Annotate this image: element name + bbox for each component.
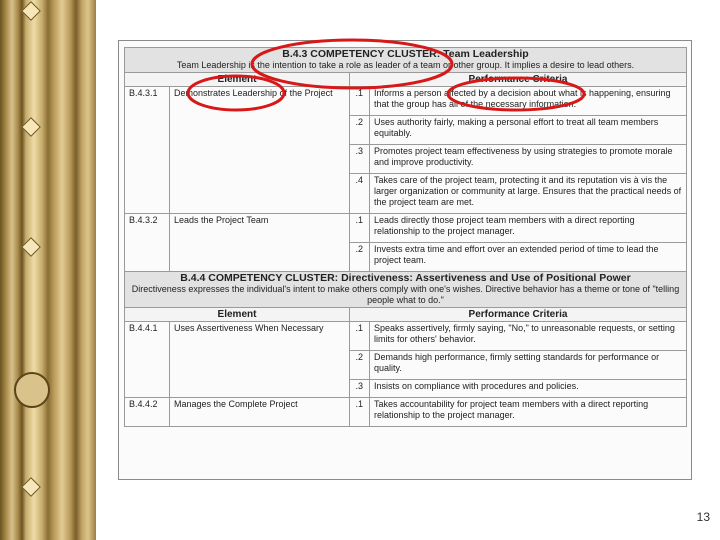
ornament-ring-icon bbox=[14, 372, 50, 408]
competency-table bbox=[124, 47, 687, 427]
criterion-number: .3 bbox=[350, 145, 370, 174]
table-row bbox=[125, 87, 687, 116]
criterion-text: Invests extra time and effort over an extended period of time to lead the project team. bbox=[370, 243, 687, 272]
criterion-number: .3 bbox=[350, 380, 370, 398]
criterion-text: Leads directly those project team members with a direct reporting relationship to the project manager. bbox=[370, 214, 687, 243]
criterion-text: Takes accountability for project team members with a direct reporting relationship to the project manager. bbox=[370, 398, 687, 427]
criterion-number: .1 bbox=[350, 87, 370, 116]
criterion-text: Speaks assertively, firmly saying, "No," to unreasonable requests, or setting limits for others' behavior. bbox=[370, 322, 687, 351]
criterion-text: Uses authority fairly, making a personal effort to treat all team members equitably. bbox=[370, 116, 687, 145]
cluster-header-row bbox=[125, 272, 687, 308]
element-code: B.4.4.2 bbox=[125, 398, 170, 427]
slide-number: 13 bbox=[696, 510, 710, 524]
table-row bbox=[125, 398, 687, 427]
ornament-diamond-icon bbox=[21, 477, 41, 497]
criterion-text: Demands high performance, firmly setting standards for performance or quality. bbox=[370, 351, 687, 380]
competency-document bbox=[118, 40, 692, 480]
column-header-row bbox=[125, 73, 687, 87]
criterion-number: .1 bbox=[350, 214, 370, 243]
ornament-diamond-icon bbox=[21, 237, 41, 257]
element-name: Uses Assertiveness When Necessary bbox=[170, 322, 350, 398]
criterion-number: .2 bbox=[350, 243, 370, 272]
cluster-header-row bbox=[125, 48, 687, 73]
decorative-column bbox=[0, 0, 96, 540]
criterion-number: .2 bbox=[350, 116, 370, 145]
cluster-header bbox=[125, 48, 687, 73]
element-name: Manages the Complete Project bbox=[170, 398, 350, 427]
element-name: Demonstrates Leadership of the Project bbox=[170, 87, 350, 214]
criterion-text: Informs a person affected by a decision about what is happening, ensuring that the group has all of the necessary information. bbox=[370, 87, 687, 116]
element-code: B.4.4.1 bbox=[125, 322, 170, 398]
table-row bbox=[125, 322, 687, 351]
criterion-number: .1 bbox=[350, 322, 370, 351]
table-row bbox=[125, 214, 687, 243]
criteria-column-header: Performance Criteria bbox=[350, 73, 687, 87]
ornament-diamond-icon bbox=[21, 117, 41, 137]
criteria-column-header: Performance Criteria bbox=[350, 308, 687, 322]
criterion-text: Promotes project team effectiveness by using strategies to promote morale and improve productivity. bbox=[370, 145, 687, 174]
criterion-number: .4 bbox=[350, 174, 370, 214]
criterion-text: Insists on compliance with procedures and policies. bbox=[370, 380, 687, 398]
cluster-description: Team Leadership is the intention to take a role as leader of a team or other group. It implies a desire to lead others. bbox=[176, 60, 635, 70]
cluster-title: B.4.4 COMPETENCY CLUSTER: Directiveness: Assertiveness and Use of Positional Power bbox=[180, 272, 631, 284]
element-code: B.4.3.2 bbox=[125, 214, 170, 272]
criterion-text: Takes care of the project team, protecting it and its reputation vis à vis the larger organization or community at large. Ensures that the practical needs of the project team are met. bbox=[370, 174, 687, 214]
ornament-diamond-icon bbox=[21, 1, 41, 21]
criterion-number: .1 bbox=[350, 398, 370, 427]
element-name: Leads the Project Team bbox=[170, 214, 350, 272]
cluster-description: Directiveness expresses the individual's intent to make others comply with one's wishes. Directive behavior has a theme or tone of "telling people what to do." bbox=[131, 284, 680, 305]
element-column-header: Element bbox=[125, 73, 350, 87]
cluster-title: B.4.3 COMPETENCY CLUSTER: Team Leadership bbox=[282, 48, 529, 60]
criterion-number: .2 bbox=[350, 351, 370, 380]
cluster-header bbox=[125, 272, 687, 308]
element-column-header: Element bbox=[125, 308, 350, 322]
element-code: B.4.3.1 bbox=[125, 87, 170, 214]
column-header-row bbox=[125, 308, 687, 322]
